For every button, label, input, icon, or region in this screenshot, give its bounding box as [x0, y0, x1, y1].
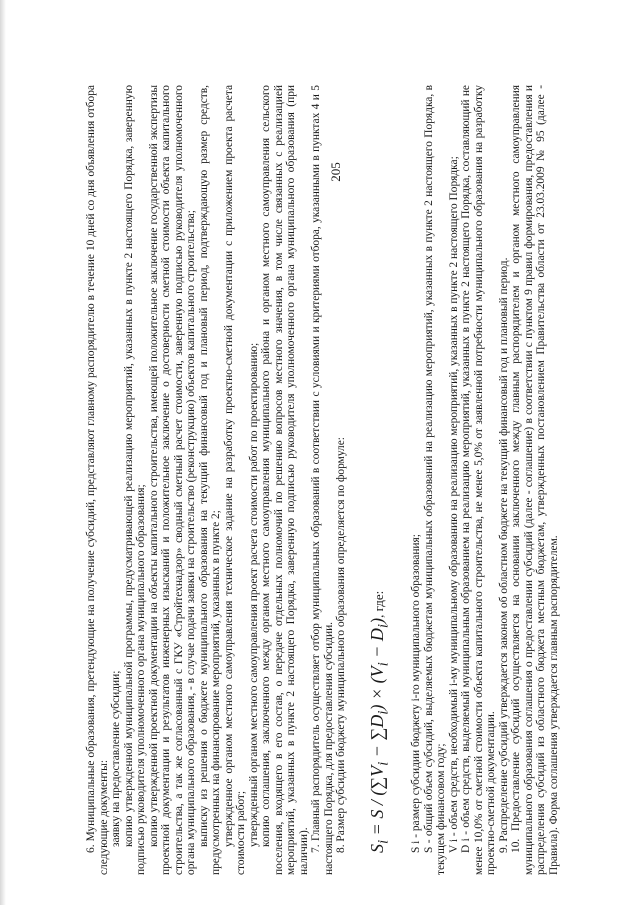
paragraph-p6c: копию утвержденной проектной документации на объекты капитального строительства, имеющей положительное заключение государственной экспертизы проектной документации и результатов инженерных изысканий и положительное заключение о достоверности сметной стоимости объекта капитального строительства, а так же согласованный с ГКУ «Стройтехнадзор» сводный сметный расчет стоимости, заверенную подписью руководителя уполномоченного органа муниципального образования, - в случае подачи заявки на строительство (реконструкцию) объектов капитального строительства;: [147, 85, 197, 875]
paragraph-p6d: выписку из решения о бюджете муниципального образования на текущий финансовый год и плановый период, подтверждающую размер средств, предусмотренных на финансирование мероприятий, указанных в пункте 2;: [197, 85, 222, 875]
paragraph-p10: 10. Предоставление субсидий осуществляется на основании заключенного между главным распорядителем и органом местного самоуправления муниципального образования соглашения о предоставлении субсидий (далее - соглашение) в соответствии с пунктом 9 правил формирования, предоставления и распределения субсидий из областного бюджета местным бюджетам, утвержденных постановлением Правительства области от 23.03.2009 № 95 (далее - Правила). Форма соглашения утверждается главным распорядителем.: [510, 85, 560, 875]
paragraph-p9: 9. Распределение субсидий утверждается законом об областном бюджете на текущий финансовый год и плановый период.: [497, 257, 510, 853]
paragraph-p6a: заявку на предоставление субсидии;: [110, 670, 122, 847]
paragraph-p8: 8. Размер субсидии бюджету муниципального образования определяется по формуле:: [335, 437, 347, 853]
paragraph-d1: S i - размер субсидии бюджету i-го муниципального образования;: [410, 534, 423, 853]
document-body: [85, 85, 560, 875]
paragraph-d2: S - общий объем субсидий, выделяемых бюджетам муниципальных образований на реализацию мероприятий, указанных в пункте 2 настоящего Порядка, в текущем финансовом году;: [422, 85, 448, 875]
subsidy-formula: [366, 85, 395, 853]
page-number: 205: [328, 162, 343, 182]
paragraph-p6b: копию утвержденной муниципальной программы, предусматривающей реализацию мероприятий, указанных в пункте 2 настоящего Порядка, заверенную подписью руководителя уполномоченного органа муниципального образования;: [122, 85, 147, 875]
formula-tail: , где:: [370, 590, 386, 618]
paragraph-p6: 6. Муниципальные образования, претендующие на получение субсидий, представляют главному распорядителю в течение 10 дней со дня объявления отбора следующие документы:: [85, 85, 110, 875]
paragraph-d3: V i - объем средств, необходимый i-му муниципальному образованию на реализацию мероприятий, указанных в пункте 2 настоящего Порядка;: [447, 156, 460, 853]
paragraph-p7: 7. Главный распорядитель осуществляет отбор муниципальных образований в соответствии с условиями и критериями отбора, указанными в пунктах 4 и 5 настоящего Порядка, для предоставления субсидии.: [310, 85, 335, 875]
paragraph-list: [85, 85, 348, 875]
paragraph-p6e: утвержденное органом местного самоуправления техническое задание на разработку проектно-сметной документации с приложением проекта расчета стоимости работ;: [222, 85, 247, 875]
paragraph-p6g: копию соглашения, заключенного между органом местного самоуправления муниципального района и органом местного самоуправления сельского поселения, входящего в его состав, о передаче отдельных полномочий по решению вопросов местного значения, в том числе связанных с реализацией мероприятий, указанных в пункте 2 настоящего Порядка, заверенную подписью руководителя уполномоченного органа муниципального образования (при наличии).: [260, 85, 310, 875]
formula-expression: $S_i = S / (\sum V_i - \sum D_i) \times (V_i - D_i)$: [366, 617, 392, 853]
paragraph-p6f: утвержденный органом местного самоуправления проект расчета стоимости работ по проектированию;: [247, 342, 260, 847]
paragraph-d4: D i - объем средств, выделяемый муниципальным образованием на реализацию мероприятий, указанных в пункте 2 настоящего Порядка, составляющий не менее 10,0% от сметной стоимости объекта капитального строительства, не менее 5,0% от заявленной потребности муниципального образования на разработку проектно-сметной документации.: [460, 85, 498, 875]
definition-list: [410, 85, 560, 875]
